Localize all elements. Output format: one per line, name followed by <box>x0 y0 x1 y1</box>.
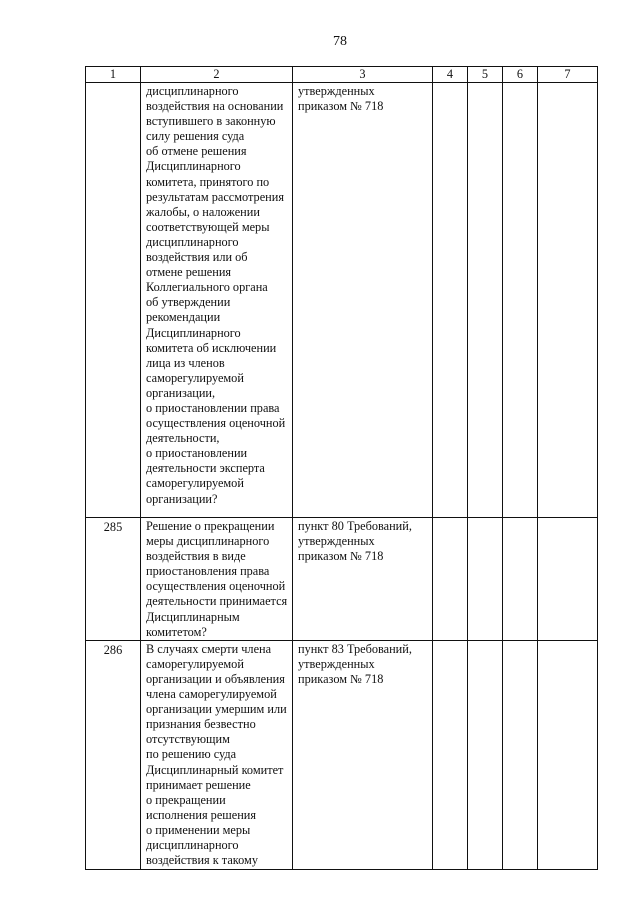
question-text-line: организации? <box>146 491 218 506</box>
question-text-line: соответствующей меры <box>146 219 270 234</box>
question-text-line: дисциплинарного <box>146 84 239 98</box>
question-text-line: отмене решения <box>146 265 232 280</box>
empty-answer-cell <box>468 83 503 518</box>
table-row <box>86 83 598 518</box>
reference-text-line: приказом № 718 <box>298 671 384 686</box>
reference-text-line: утвержденных <box>298 84 375 98</box>
question-text-line: лица из членов <box>146 355 225 370</box>
question-text-line: о приостановлении <box>146 446 248 461</box>
row-number-cell: 286 <box>86 640 141 869</box>
question-cell <box>141 83 293 518</box>
reference-text-line: пункт 80 Требований, <box>298 519 412 533</box>
question-text-line: результатам рассмотрения <box>146 189 284 204</box>
question-text-line: деятельности, <box>146 431 220 446</box>
column-header: 1 <box>86 67 141 83</box>
question-text-line: осуществления оценочной <box>146 579 286 594</box>
column-header: 3 <box>293 67 433 83</box>
question-text-line: о приостановлении права <box>146 400 280 415</box>
question-text-line: об утверждении <box>146 295 231 310</box>
reference-text-line: утвержденных <box>298 656 375 671</box>
page-number: 78 <box>333 34 347 49</box>
table-row <box>86 518 598 641</box>
reference-cell <box>293 640 433 869</box>
question-text-line: жалобы, о наложении <box>146 204 260 219</box>
question-text-line: деятельности принимается <box>146 594 288 609</box>
question-text-line: организации, <box>146 385 216 400</box>
question-text-line: Дисциплинарного <box>146 325 241 340</box>
question-text-line: Коллегиального органа <box>146 280 268 295</box>
question-text-line: саморегулируемой <box>146 370 244 385</box>
question-text-line: комитета об исключении <box>146 340 277 355</box>
column-header: 4 <box>433 67 468 83</box>
empty-answer-cell <box>503 518 538 641</box>
empty-answer-cell <box>468 518 503 641</box>
question-text-line: исполнения решения <box>146 807 257 822</box>
reference-text-line: приказом № 718 <box>298 99 384 114</box>
column-header: 2 <box>141 67 293 83</box>
table-header-row <box>86 67 598 83</box>
empty-answer-cell <box>538 83 598 518</box>
question-text-line: принимает решение <box>146 777 251 792</box>
reference-text-line: пункт 83 Требований, <box>298 641 412 656</box>
requirements-table <box>85 66 598 870</box>
empty-answer-cell <box>538 518 598 641</box>
question-text-line: по решению суда <box>146 747 237 762</box>
question-text-line: саморегулируемой <box>146 476 244 491</box>
question-text-line: организации умершим или <box>146 702 287 717</box>
question-text-line: меры дисциплинарного <box>146 534 270 549</box>
question-text-line: В случаях смерти члена <box>146 641 272 656</box>
empty-answer-cell <box>468 640 503 869</box>
question-text-line: Дисциплинарного <box>146 159 241 174</box>
empty-answer-cell <box>433 640 468 869</box>
question-text-line: рекомендации <box>146 310 221 325</box>
question-text-line: о применении меры <box>146 822 251 837</box>
question-text-line: воздействия к такому <box>146 853 258 868</box>
question-text-line: саморегулируемой <box>146 656 244 671</box>
question-text-line: воздействия на основании <box>146 99 284 114</box>
question-text-line: дисциплинарного <box>146 234 239 249</box>
question-text-line: отсутствующим <box>146 732 230 747</box>
question-text-line: Дисциплинарный комитет <box>146 762 284 777</box>
column-header: 6 <box>503 67 538 83</box>
question-text-line: Дисциплинарным <box>146 609 240 624</box>
question-text-line: дисциплинарного <box>146 837 239 852</box>
reference-cell <box>293 518 433 641</box>
question-text-line: осуществления оценочной <box>146 416 286 431</box>
column-header: 7 <box>538 67 598 83</box>
reference-cell <box>293 83 433 518</box>
question-text-line: воздействия в виде <box>146 549 246 564</box>
question-text-line: признания безвестно <box>146 717 256 732</box>
empty-answer-cell <box>503 640 538 869</box>
question-text-line: члена саморегулируемой <box>146 687 277 702</box>
question-text-line: силу решения суда <box>146 129 245 144</box>
reference-text-line: приказом № 718 <box>298 549 384 564</box>
question-text-line: Решение о прекращении <box>146 519 275 533</box>
reference-text-line: утвержденных <box>298 534 375 549</box>
question-text-line: деятельности эксперта <box>146 461 265 476</box>
column-header: 5 <box>468 67 503 83</box>
question-cell <box>141 640 293 869</box>
row-number-cell <box>86 83 141 518</box>
row-number-cell: 285 <box>86 518 141 641</box>
question-text-line: об отмене решения <box>146 144 247 159</box>
empty-answer-cell <box>433 83 468 518</box>
table-body <box>86 83 598 870</box>
question-text-line: приостановления права <box>146 564 270 579</box>
question-text-line: организации и объявления <box>146 671 285 686</box>
question-text-line: вступившего в законную <box>146 114 276 129</box>
empty-answer-cell <box>433 518 468 641</box>
table-row <box>86 640 598 869</box>
empty-answer-cell <box>503 83 538 518</box>
question-text-line: о прекращении <box>146 792 226 807</box>
question-cell <box>141 518 293 641</box>
question-text-line: воздействия или об <box>146 250 248 265</box>
question-text-line: комитетом? <box>146 624 207 639</box>
question-text-line: комитета, принятого по <box>146 174 270 189</box>
empty-answer-cell <box>538 640 598 869</box>
